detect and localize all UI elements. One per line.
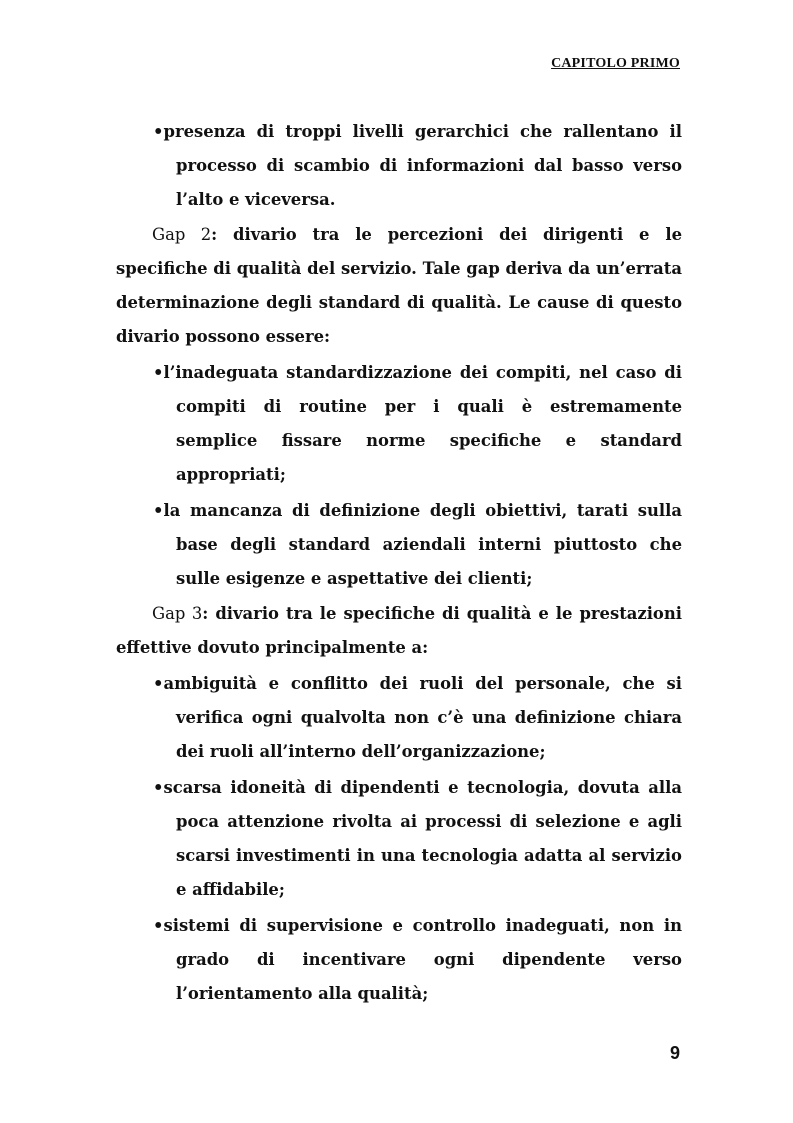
bullet-text: presenza di troppi livelli gerarchici che rallentano il processo di scambio di informazioni dal basso verso l’alto e viceversa. xyxy=(163,122,682,209)
bullet-text: scarsa idoneità di dipendenti e tecnologia, dovuta alla poca attenzione rivolta ai processi di selezione e agli scarsi investimenti in una tecnologia adatta al servizio e affidabile; xyxy=(163,778,682,899)
gap-label: Gap 2 xyxy=(152,225,212,244)
chapter-header: CAPITOLO PRIMO xyxy=(551,56,680,71)
paragraph-text: : divario tra le specifiche di qualità e le prestazioni effettive dovuto principalmente a: xyxy=(116,604,683,657)
bullet-icon: • xyxy=(153,916,164,935)
bullet-icon: • xyxy=(153,501,164,520)
bullet-item xyxy=(116,494,682,596)
bullet-item xyxy=(116,356,682,492)
body-text xyxy=(116,115,682,1012)
bullet-icon: • xyxy=(153,122,164,141)
bullet-icon: • xyxy=(153,778,164,797)
bullet-item xyxy=(116,667,682,769)
page-number: 9 xyxy=(669,1043,680,1063)
bullet-item xyxy=(116,909,682,1011)
paragraph-gap-3 xyxy=(116,597,682,665)
bullet-text: ambiguità e conflitto dei ruoli del personale, che si verifica ogni qualvolta non c’è una definizione chiara dei ruoli all’interno dell’organizzazione; xyxy=(163,674,682,761)
paragraph-text: : divario tra le percezioni dei dirigenti e le specifiche di qualità del servizio. Tale gap deriva da un’errata determinazione degli standard di qualità. Le cause di questo divario possono essere: xyxy=(116,225,682,346)
gap-label: Gap 3 xyxy=(152,604,203,623)
paragraph-gap-2 xyxy=(116,218,682,354)
bullet-text: l’inadeguata standardizzazione dei compiti, nel caso di compiti di routine per i quali è estremamente semplice fissare norme specifiche e standard appropriati; xyxy=(163,363,682,484)
bullet-item xyxy=(116,115,682,217)
bullet-icon: • xyxy=(153,363,164,382)
bullet-text: la mancanza di definizione degli obiettivi, tarati sulla base degli standard aziendali interni piuttosto che sulle esigenze e aspettative dei clienti; xyxy=(163,501,682,588)
bullet-item xyxy=(116,771,682,907)
bullet-icon: • xyxy=(153,674,164,693)
bullet-text: sistemi di supervisione e controllo inadeguati, non in grado di incentivare ogni dipendente verso l’orientamento alla qualità; xyxy=(163,916,682,1003)
